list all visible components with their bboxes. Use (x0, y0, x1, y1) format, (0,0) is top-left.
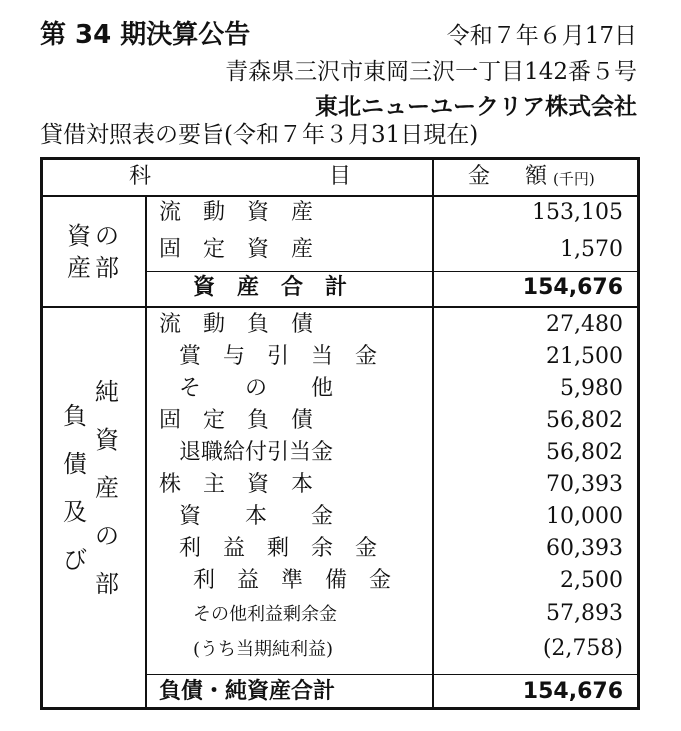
column-header-amount-2: 額 (525, 164, 548, 189)
net-income-value: (2,758) (542, 636, 623, 661)
amount-column-divider (432, 160, 434, 707)
legal-reserve-label: 利 益 準 備 金 (193, 568, 392, 593)
fixed-assets-value: 1,570 (560, 237, 623, 262)
company-name: 東北ニューユークリア株式会社 (315, 94, 637, 120)
current-assets-value: 153,105 (532, 200, 623, 225)
notice-title: 第 34 期決算公告 (40, 20, 251, 50)
assets-group-label-line1: 資の (67, 222, 123, 250)
retirement-benefit-reserve-label: 退職給付引当金 (179, 440, 334, 465)
total-liabilities-equity-value: 154,676 (522, 679, 623, 704)
fixed-liabilities-label: 固 定 負 債 (159, 408, 314, 433)
column-header-subject-2: 目 (329, 164, 352, 189)
fixed-assets-label: 固 定 資 産 (159, 237, 314, 262)
column-header-amount-1: 金 (468, 164, 491, 189)
retained-earnings-value: 60,393 (546, 536, 623, 561)
balance-sheet-subtitle: 貸借対照表の要旨(令和７年３月31日現在) (40, 122, 479, 148)
other-retained-earnings-label: その他利益剰余金 (193, 604, 337, 625)
liabilities-total-line (147, 674, 637, 675)
liabilities-group-label-col1: 負債及び (63, 402, 87, 574)
current-assets-label: 流 動 資 産 (159, 200, 314, 225)
net-income-label: (うち当期純利益) (193, 639, 334, 660)
company-address: 青森県三沢市東岡三沢一丁目142番５号 (225, 59, 637, 85)
column-header-subject-1: 科 (129, 164, 152, 189)
shareholders-equity-label: 株 主 資 本 (159, 472, 314, 497)
other-liabilities-label: そ の 他 (179, 376, 334, 401)
capital-stock-label: 資 本 金 (179, 504, 334, 529)
bonus-reserve-label: 賞 与 引 当 金 (179, 344, 378, 369)
other-retained-earnings-value: 57,893 (546, 601, 623, 626)
notice-date: 令和７年６月17日 (446, 23, 637, 49)
capital-stock-value: 10,000 (546, 504, 623, 529)
header-divider (43, 195, 637, 197)
liabilities-group-label-col2: 純資産の部 (95, 378, 119, 598)
balance-sheet-table (40, 157, 640, 710)
other-liabilities-value: 5,980 (560, 376, 623, 401)
retirement-benefit-reserve-value: 56,802 (546, 440, 623, 465)
assets-section-divider (43, 306, 637, 308)
total-liabilities-equity-label: 負債・純資産合計 (159, 679, 336, 704)
current-liabilities-value: 27,480 (546, 312, 623, 337)
total-assets-label: 資 産 合 計 (193, 275, 348, 300)
group-column-divider (145, 197, 147, 707)
assets-subtotal-line (147, 271, 637, 272)
legal-reserve-value: 2,500 (560, 568, 623, 593)
current-liabilities-label: 流 動 負 債 (159, 312, 314, 337)
retained-earnings-label: 利 益 剰 余 金 (179, 536, 378, 561)
fixed-liabilities-value: 56,802 (546, 408, 623, 433)
assets-group-label-line2: 産部 (67, 254, 123, 282)
total-assets-value: 154,676 (522, 275, 623, 300)
bonus-reserve-value: 21,500 (546, 344, 623, 369)
unit-label: (千円) (553, 170, 595, 188)
shareholders-equity-value: 70,393 (546, 472, 623, 497)
